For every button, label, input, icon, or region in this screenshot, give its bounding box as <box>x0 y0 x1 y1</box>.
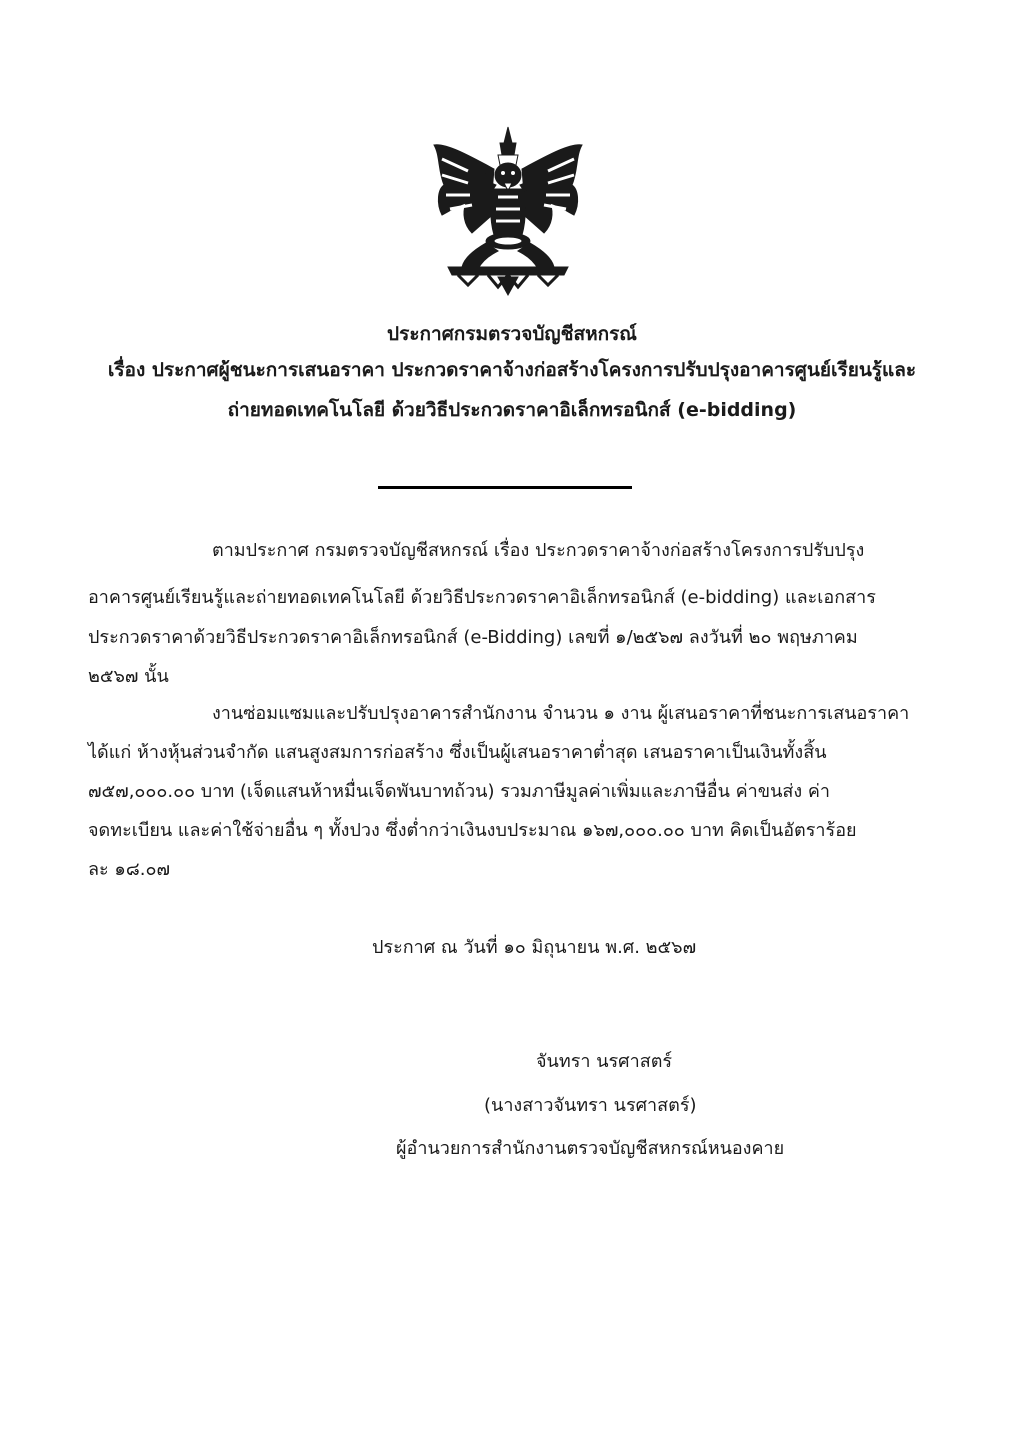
signature-name: จันทรา นรศาสตร์ <box>536 1051 673 1072</box>
body-para1-line: อาคารศูนย์เรียนรู้และถ่ายทอดเทคโนโลยี ด้วยวิธีประกวดราคาอิเล็กทรอนิกส์ (e-bidding) และเอกสาร <box>88 587 876 608</box>
body-para2-line: ได้แก่ ห้างหุ้นส่วนจำกัด แสนสูงสมการก่อสร้าง ซึ่งเป็นผู้เสนอราคาต่ำสุด เสนอราคาเป็นเงินทั้งสิ้น <box>88 742 827 763</box>
body-para2-line: จดทะเบียน และค่าใช้จ่ายอื่น ๆ ทั้งปวง ซึ่งต่ำกว่าเงินงบประมาณ ๑๖๗,๐๐๐.๐๐ บาท คิดเป็นอัตราร้อย <box>88 820 857 841</box>
document-title: ประกาศกรมตรวจบัญชีสหกรณ์ <box>387 323 637 345</box>
body-para2-line: งานซ่อมแซมและปรับปรุงอาคารสำนักงาน จำนวน ๑ งาน ผู้เสนอราคาที่ชนะการเสนอราคา <box>212 703 910 724</box>
garuda-emblem-icon <box>428 125 588 297</box>
title-divider <box>378 486 632 489</box>
body-para1-line: ประกวดราคาด้วยวิธีประกวดราคาอิเล็กทรอนิกส์ (e-Bidding) เลขที่ ๑/๒๕๖๗ ลงวันที่ ๒๐ พฤษภาคม <box>88 627 858 648</box>
document-subject-line-1: เรื่อง ประกาศผู้ชนะการเสนอราคา ประกวดราคาจ้างก่อสร้างโครงการปรับปรุงอาคารศูนย์เรียนรู้และ <box>107 359 917 381</box>
announcement-date: ประกาศ ณ วันที่ ๑๐ มิถุนายน พ.ศ. ๒๕๖๗ <box>372 937 697 958</box>
signatory-full-name: (นางสาวจันทรา นรศาสตร์) <box>484 1095 697 1116</box>
body-para2-line: ๗๕๗,๐๐๐.๐๐ บาท (เจ็ดแสนห้าหมื่นเจ็ดพันบาทถ้วน) รวมภาษีมูลค่าเพิ่มและภาษีอื่น ค่าขนส่ง ค่า <box>88 781 831 802</box>
body-para2-line: ละ ๑๘.๐๗ <box>88 859 170 880</box>
signatory-position: ผู้อำนวยการสำนักงานตรวจบัญชีสหกรณ์หนองคาย <box>396 1138 785 1159</box>
body-para1-line: ๒๕๖๗ นั้น <box>88 666 169 687</box>
document-subject-line-2: ถ่ายทอดเทคโนโลยี ด้วยวิธีประกวดราคาอิเล็กทรอนิกส์ (e-bidding) <box>227 399 797 421</box>
body-para1-line: ตามประกาศ กรมตรวจบัญชีสหกรณ์ เรื่อง ประกวดราคาจ้างก่อสร้างโครงการปรับปรุง <box>212 540 865 561</box>
